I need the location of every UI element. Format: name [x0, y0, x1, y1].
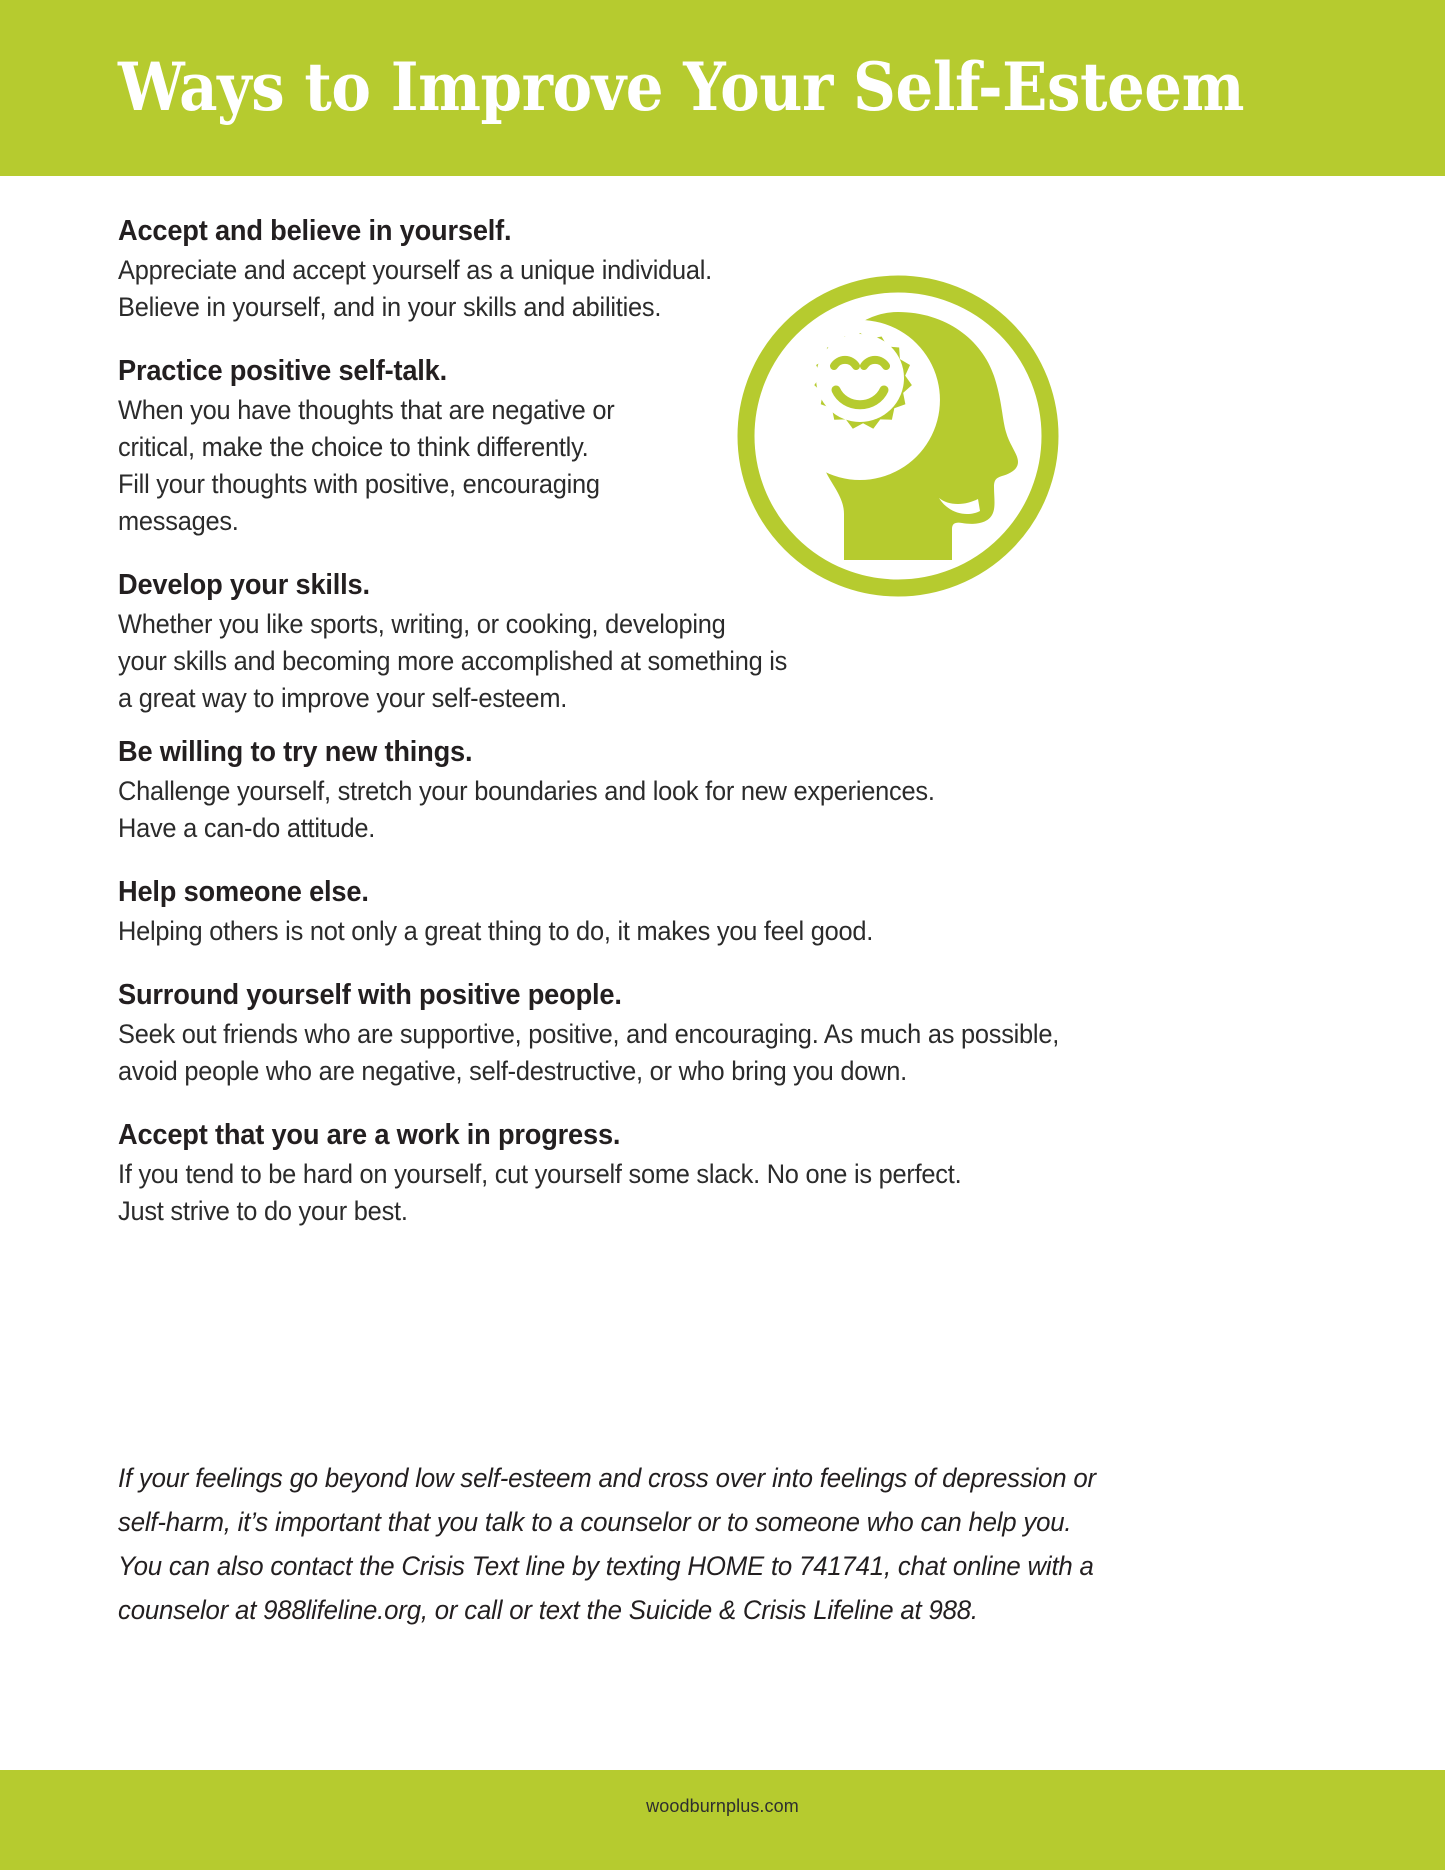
tip-line: Fill your thoughts with positive, encouraging — [118, 469, 600, 499]
closing-line: self-harm, it’s important that you talk to a counselor or to someone who can help you. — [118, 1507, 1072, 1537]
tip-section — [118, 1116, 1308, 1230]
tip-heading: Practice positive self-talk. — [118, 355, 447, 387]
tip-line: Have a can-do attitude. — [118, 813, 376, 843]
tip-line: Just strive to do your best. — [118, 1196, 408, 1226]
tip-line: your skills and becoming more accomplished at something is — [118, 646, 788, 676]
tip-heading: Accept and believe in yourself. — [118, 215, 512, 247]
closing-line: You can also contact the Crisis Text line by texting HOME to 741741, chat online with a — [118, 1551, 1094, 1581]
tip-line: messages. — [118, 506, 239, 536]
tip-heading: Help someone else. — [118, 876, 369, 908]
tip-section — [118, 733, 1308, 847]
tip-line: Challenge yourself, stretch your boundaries and look for new experiences. — [118, 776, 935, 806]
tip-body — [118, 1016, 1237, 1090]
tips-list — [118, 212, 1308, 1256]
tip-line: Appreciate and accept yourself as a unique individual. — [118, 255, 713, 285]
tip-body — [118, 1156, 1237, 1230]
tip-body — [118, 773, 1237, 847]
tip-line: a great way to improve your self-esteem. — [118, 683, 568, 713]
tip-section — [118, 566, 1308, 717]
tip-heading: Surround yourself with positive people. — [118, 979, 622, 1011]
tip-body — [118, 913, 1237, 950]
page-title: Ways to Improve Your Self-Esteem — [118, 48, 1245, 126]
tip-heading: Be willing to try new things. — [118, 736, 473, 768]
tip-heading: Accept that you are a work in progress. — [118, 1119, 621, 1151]
tip-body — [118, 392, 1237, 540]
tip-line: When you have thoughts that are negative or — [118, 395, 615, 425]
closing-line: counselor at 988lifeline.org, or call or text the Suicide & Crisis Lifeline at 988. — [118, 1595, 978, 1625]
footer-website[interactable]: woodburnplus.com — [646, 1796, 799, 1816]
tip-line: If you tend to be hard on yourself, cut yourself some slack. No one is perfect. — [118, 1159, 962, 1189]
tip-section — [118, 976, 1308, 1090]
tip-line: critical, make the choice to think differently. — [118, 432, 589, 462]
tip-section — [118, 873, 1308, 950]
tip-line: Helping others is not only a great thing to do, it makes you feel good. — [118, 916, 874, 946]
tip-body — [118, 606, 1237, 717]
tip-line: Whether you like sports, writing, or cooking, developing — [118, 609, 726, 639]
tip-line: Seek out friends who are supportive, positive, and encouraging. As much as possible, — [118, 1019, 1060, 1049]
tip-heading: Develop your skills. — [118, 569, 370, 601]
tip-line: avoid people who are negative, self-destructive, or who bring you down. — [118, 1056, 907, 1086]
tip-line: Believe in yourself, and in your skills and abilities. — [118, 292, 662, 322]
header-band — [0, 0, 1445, 176]
tip-body — [118, 252, 1237, 326]
closing-note — [118, 1456, 1293, 1632]
closing-line: If your feelings go beyond low self-esteem and cross over into feelings of depression or — [118, 1463, 1096, 1493]
tip-section — [118, 352, 1308, 540]
tip-section — [118, 212, 1308, 326]
footer-band — [0, 1770, 1445, 1870]
